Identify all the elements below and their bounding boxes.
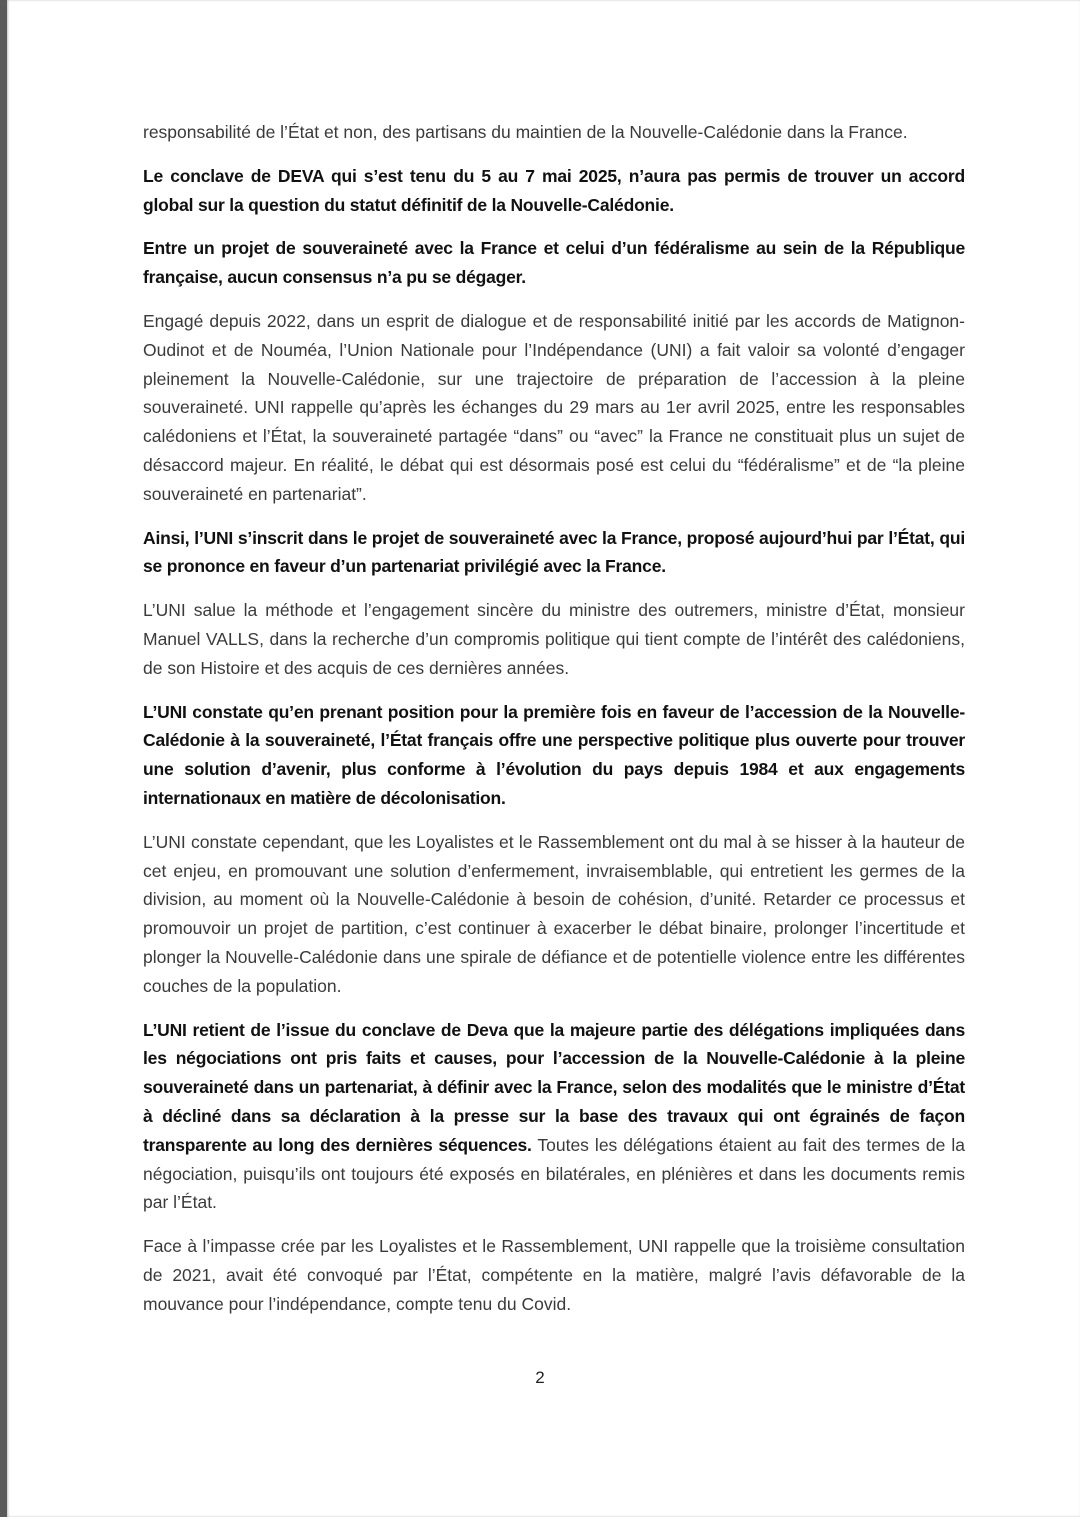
document-body (143, 118, 965, 1333)
paragraph: L’UNI constate cependant, que les Loyalistes et le Rassemblement ont du mal à se hisser à la hauteur de cet enjeu, en promouvant une solution d’enfermement, invraisemblable, qui entretient les germes de la division, au moment où la Nouvelle-Calédonie à besoin de cohésion, d’unité. Retarder ce processus et promouvoir un projet de partition, c’est continuer à exacerber le débat binaire, prolonger l’incertitude et plonger la Nouvelle-Calédonie dans une spirale de défiance et de potentielle violence entre les différentes couches de la population. (143, 831, 965, 996)
paragraph: L’UNI salue la méthode et l’engagement sincère du ministre des outremers, ministre d’État, monsieur Manuel VALLS, dans la recherche d’un compromis politique qui tient compte de l’intérêt des calédoniens, de son Histoire et des acquis de ces dernières années. (143, 600, 965, 678)
paragraph-bold: L’UNI constate qu’en prenant position pour la première fois en faveur de l’accession de la Nouvelle-Calédonie à la souveraineté, l’État français offre une perspective politique plus ouverte pour trouver une solution d’avenir, plus conforme à l’évolution du pays depuis 1984 et aux engagements internationaux en matière de décolonisation. (143, 701, 965, 808)
paragraph: Face à l’impasse crée par les Loyalistes et le Rassemblement, UNI rappelle que la troisième consultation de 2021, avait été convoqué par l’État, compétente en la matière, malgré l’avis défavorable de la mouvance pour l’indépendance, compte tenu du Covid. (143, 1236, 965, 1314)
paragraph-regular-segment: Toutes les délégations étaient au fait des termes de la négociation, puisqu’ils ont toujours été exposés en bilatérales, en plénières et dans les documents remis par l’État. (143, 1134, 965, 1213)
paragraph-bold-segment: L’UNI retient de l’issue du conclave de Deva que la majeure partie des délégations impliquées dans les négociations ont pris faits et causes, pour l’accession de la Nouvelle-Calédonie à la pleine souveraineté dans un partenariat, à définir avec la France, selon des modalités que le ministre d’État à décliné dans sa déclaration à la presse sur la base des travaux qui ont égrainés de façon transparente au long des dernières séquences. (143, 1019, 965, 1155)
paragraph-bold: Le conclave de DEVA qui s’est tenu du 5 au 7 mai 2025, n’aura pas permis de trouver un accord global sur la question du statut définitif de la Nouvelle-Calédonie. (143, 165, 965, 215)
page-number: 2 (535, 1368, 545, 1387)
paragraph-bold: Ainsi, l’UNI s’inscrit dans le projet de souveraineté avec la France, proposé aujourd’hui par l’État, qui se prononce en faveur d’un partenariat privilégié avec la France. (143, 527, 965, 577)
paragraph-bold: Entre un projet de souveraineté avec la France et celui d’un fédéralisme au sein de la République française, aucun consensus n’a pu se dégager. (143, 238, 965, 288)
paragraph-mixed (143, 1016, 965, 1218)
paragraph: Engagé depuis 2022, dans un esprit de dialogue et de responsabilité initié par les accords de Matignon-Oudinot et de Nouméa, l’Union Nationale pour l’Indépendance (UNI) a fait valoir sa volonté d’engager pleinement la Nouvelle-Calédonie, sur une trajectoire de préparation de l’accession à la pleine souveraineté. UNI rappelle qu’après les échanges du 29 mars au 1er avril 2025, entre les responsables calédoniens et l’État, la souveraineté partagée “dans” ou “avec” la France ne constituait plus un sujet de désaccord majeur. En réalité, le débat qui est désormais posé est celui du “fédéralisme” et de “la pleine souveraineté en partenariat”. (143, 310, 965, 504)
paragraph: responsabilité de l’État et non, des partisans du maintien de la Nouvelle-Calédonie dans la France. (143, 122, 908, 142)
document-page (7, 0, 1080, 1517)
